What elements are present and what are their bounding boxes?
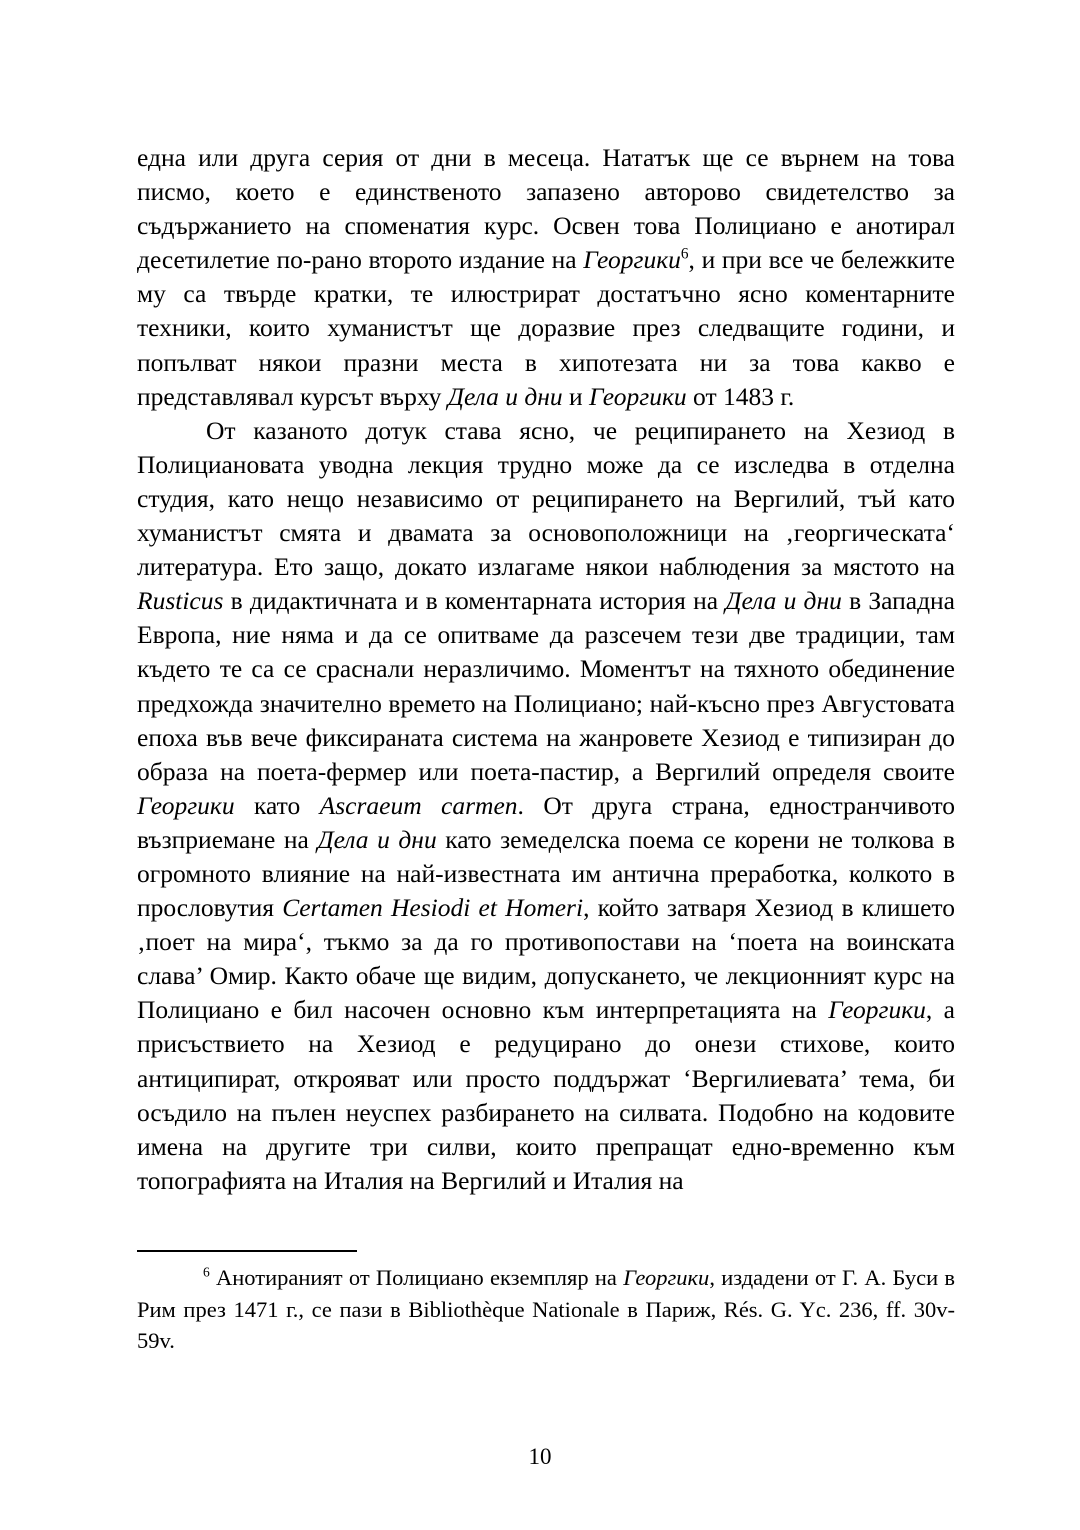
- text-run: , който затваря Хезиод в клишето ‚поет на мира‘, тъкмо за да го противопостави на ‘поета на воинската слава’ Омир. Както обаче ще видим, допускането, че лекционният курс на Полициано е бил насочен основно към интерпретацията на: [137, 893, 955, 1025]
- italic-title: Дела и дни: [725, 586, 842, 616]
- text-run: , а присъствието на Хезиод е редуцирано до онези стихове, които антиципират, открояват или просто поддържат ‘Вергилиевата’ тема, би осъдило на пълен неуспех разбирането на силвата. Подобно на кодовите имена на другите три силви, които препращат едно-временно към топографията на Италия на Вергилий и Италия на: [137, 995, 955, 1195]
- paragraph-2: [137, 414, 955, 1198]
- italic-title: Дела и дни: [317, 824, 437, 854]
- text-run: в дидактичната и в коментарната история на: [223, 586, 726, 616]
- italic-title: Георгики: [137, 790, 235, 820]
- paragraph-1: [137, 141, 955, 414]
- text-run: от 1483 г.: [686, 381, 795, 411]
- footnote-separator: [137, 1250, 357, 1252]
- page-number: 10: [528, 1444, 552, 1469]
- footnote-number: 6: [203, 1264, 210, 1280]
- text-run: и: [562, 381, 590, 411]
- text-run: в Западна Европа, ние няма и да се опитваме да разсечем тези две традиции, там където те са се сраснали неразличимо. Моментът на тяхното обединение предхожда значително времето на Полициано; най-късно през Августовата епоха във вече фиксираната система на жанровете Хезиод е типизиран до образа на поета-фермер или поета-пастир, а Вергилий определя своите: [137, 586, 956, 786]
- text-run: като земеделска поема се корени не толкова в огромното влияние на най-известната им антична преработка, колкото в прословутия: [137, 824, 955, 923]
- italic-title: Георгики: [589, 381, 687, 411]
- italic-title: Rusticus: [137, 586, 224, 616]
- text-run: , издадени от Г. А. Буси в Рим през 1471 г., се пази в Bibliothèque Nationale в Париж, Rés. G. Yc. 236, ff. 30v-59v.: [137, 1265, 955, 1353]
- body-text: [137, 141, 955, 1198]
- italic-title: Ascraeum carmen: [319, 790, 518, 820]
- text-run: Анотираният от Полициано екземпляр на: [209, 1265, 624, 1290]
- text-run: От казаното дотук става ясно, че реципирането на Хезиод в Полициановата уводна лекция трудно може да се изследва в отделна студия, като нещо независимо от реципирането на Вергилий, тъй като хуманистът смята и двамата за основоположници на ‚георгическата‘ литература. Ето защо, докато излагаме някои наблюдения за мястото на: [137, 415, 955, 582]
- text-run: , и при все че бележките му са твърде кратки, те илюстрират достатъчно ясно коментарните техники, които хуманистът ще доразвие през следващите години, и попълват някои празни места в хипотезата ни за това какво е представлявал курсът върху: [137, 245, 955, 411]
- italic-title: Certamen Hesiodi et Homeri: [282, 893, 584, 923]
- text-run: като: [234, 790, 320, 820]
- footnote: [137, 1262, 955, 1357]
- footnote-reference[interactable]: 6: [680, 245, 689, 263]
- text-run: . От друга страна, едностранчивото възприемане на: [137, 790, 955, 854]
- italic-title: Георгики: [583, 245, 681, 275]
- italic-title: Георгики: [623, 1265, 710, 1290]
- italic-title: Дела и дни: [447, 381, 563, 411]
- text-run: една или друга серия от дни в месеца. Нататък ще се върнем на това писмо, което е единственото запазено авторово свидетелство за съдържанието на споменатия курс. Освен това Полициано е анотирал десетилетие по-рано второто издание на: [137, 143, 955, 275]
- italic-title: Георгики: [828, 995, 926, 1025]
